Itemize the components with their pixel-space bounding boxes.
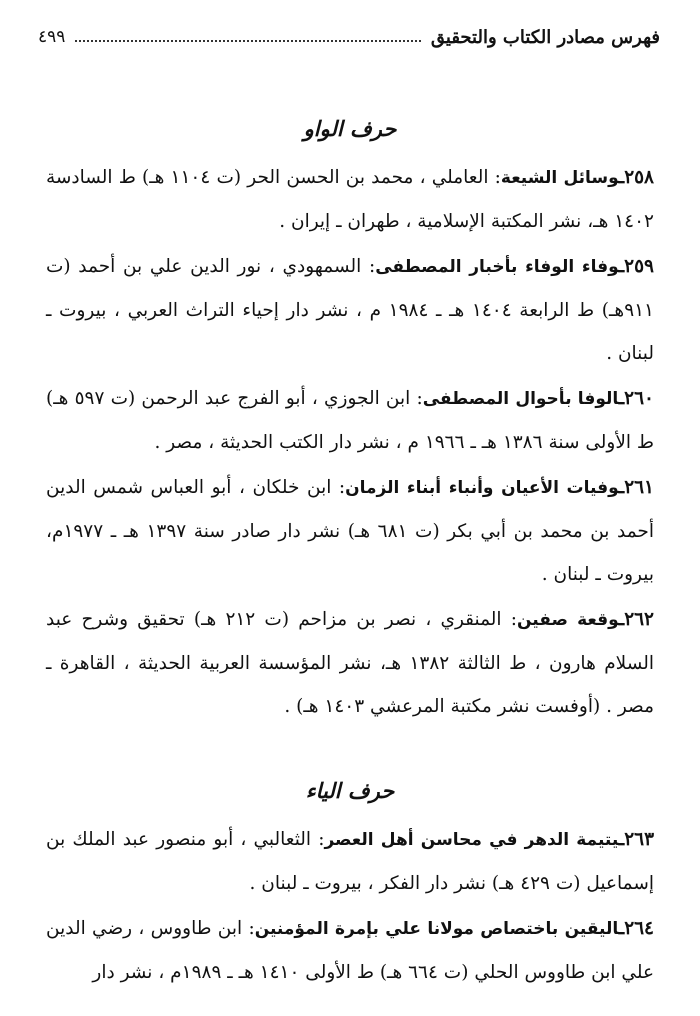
entry-number: ٢٥٨ [624, 167, 654, 188]
bibliography-entry: ٢٦٤ـاليقين باختصاص مولانا علي بإمرة المؤمنين: ابن طاووس ، رضي الدين علي ابن طاووس الحلي (ت ٦٦٤ هـ) ط الأولى ١٤١٠ هـ ـ ١٩٨٩م ، نشر دار [46, 918, 654, 983]
entry-text: : ابن الجوزي ، أبو الفرج عبد الرحمن (ت ٥٩٧ هـ) ط الأولى سنة ١٣٨٦ هـ ـ ١٩٦٦ م ، نشر دار الكتب الحديثة ، مصر . [46, 388, 654, 453]
header-leader-dots [75, 40, 420, 42]
entry-number: ٢٦٠ [624, 388, 654, 409]
entry-text: : ابن طاووس ، رضي الدين علي ابن طاووس الحلي (ت ٦٦٤ هـ) ط الأولى ١٤١٠ هـ ـ ١٩٨٩م ، نشر دار [46, 918, 654, 983]
entry-text: : الثعالبي ، أبو منصور عبد الملك بن إسماعيل (ت ٤٢٩ هـ) نشر دار الفكر ، بيروت ـ لبنان . [46, 829, 654, 894]
entry-title: الوفا بأحوال المصطفى [422, 389, 619, 409]
running-header [38, 22, 660, 52]
bibliography-entry: ٢٥٩ـوفاء الوفاء بأخبار المصطفى: السمهودي ، نور الدين علي بن أحمد (ت ٩١١هـ) ط الرابعة ١٤٠٤ هـ ـ ١٩٨٤ م ، نشر دار إحياء التراث العربي ، بيروت ـ لبنان . [46, 256, 654, 364]
bibliography-entry: ٢٥٨ـوسائل الشيعة: العاملي ، محمد بن الحسن الحر (ت ١١٠٤ هـ) ط السادسة ١٤٠٢ هـ، نشر المكتبة الإسلامية ، طهران ـ إيران . [46, 167, 654, 232]
entry-title: اليقين باختصاص مولانا علي بإمرة المؤمنين [254, 919, 619, 939]
entry-number: ٢٦٤ [624, 918, 654, 939]
entry-title: وفيات الأعيان وأنباء أبناء الزمان [345, 478, 619, 498]
entry-text: : المنقري ، نصر بن مزاحم (ت ٢١٢ هـ) تحقيق وشرح عبد السلام هارون ، ط الثالثة ١٣٨٢ هـ، نشر المؤسسة العربية الحديثة ، القاهرة ـ مصر . (أوفست نشر مكتبة المرعشي ١٤٠٣ هـ) . [46, 609, 654, 717]
bibliography-entry: ٢٦٣ـيتيمة الدهر في محاسن أهل العصر: الثعالبي ، أبو منصور عبد الملك بن إسماعيل (ت ٤٢٩ هـ) نشر دار الفكر ، بيروت ـ لبنان . [46, 829, 655, 894]
section-heading-waw: حرف الواو [303, 116, 397, 141]
entry-text: : ابن خلكان ، أبو العباس شمس الدين أحمد بن محمد بن أبي بكر (ت ٦٨١ هـ) نشر دار صادر سنة ١٣٩٧ هـ ـ ١٩٧٧م، بيروت ـ لبنان . [46, 477, 654, 585]
header-title: فهرس مصادر الكتاب والتحقيق [430, 26, 660, 48]
bibliography-entry: ٢٦١ـوفيات الأعيان وأنباء أبناء الزمان: ابن خلكان ، أبو العباس شمس الدين أحمد بن محمد بن أبي بكر (ت ٦٨١ هـ) نشر دار صادر سنة ١٣٩٧ هـ ـ ١٩٧٧م، بيروت ـ لبنان . [46, 477, 654, 585]
entry-title: يتيمة الدهر في محاسن أهل العصر [324, 830, 619, 850]
entry-title: وسائل الشيعة [500, 168, 619, 188]
entry-text: : العاملي ، محمد بن الحسن الحر (ت ١١٠٤ هـ) ط السادسة ١٤٠٢ هـ، نشر المكتبة الإسلامية ، طهران ـ إيران . [46, 167, 654, 232]
bibliography-entry: ٢٦٢ـوقعة صفين: المنقري ، نصر بن مزاحم (ت ٢١٢ هـ) تحقيق وشرح عبد السلام هارون ، ط الثالثة ١٣٨٢ هـ، نشر المؤسسة العربية الحديثة ، القاهرة ـ مصر . (أوفست نشر مكتبة المرعشي ١٤٠٣ هـ) . [46, 609, 654, 717]
page-number: ٤٩٩ [38, 27, 66, 47]
entry-number: ٢٦٢ [624, 609, 654, 630]
entry-number: ٢٥٩ [624, 256, 654, 277]
entry-text: : السمهودي ، نور الدين علي بن أحمد (ت ٩١١هـ) ط الرابعة ١٤٠٤ هـ ـ ١٩٨٤ م ، نشر دار إحياء التراث العربي ، بيروت ـ لبنان . [46, 256, 654, 364]
section-heading-ya: حرف الياء [305, 778, 395, 803]
bibliography-entry: ٢٦٠ـالوفا بأحوال المصطفى: ابن الجوزي ، أبو الفرج عبد الرحمن (ت ٥٩٧ هـ) ط الأولى سنة ١٣٨٦ هـ ـ ١٩٦٦ م ، نشر دار الكتب الحديثة ، مصر . [46, 388, 654, 453]
page-content [46, 112, 654, 996]
entry-title: وفاء الوفاء بأخبار المصطفى [375, 257, 619, 277]
entry-title: وقعة صفين [516, 610, 619, 630]
entry-number: ٢٦٣ [624, 829, 655, 850]
entry-number: ٢٦١ [624, 477, 654, 498]
